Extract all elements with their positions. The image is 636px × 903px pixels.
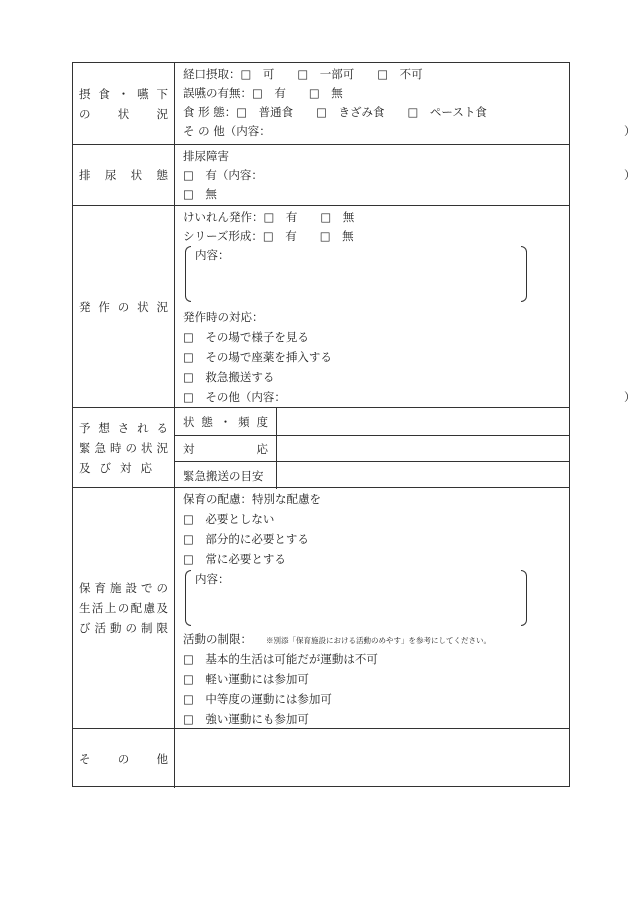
activity-option-strong[interactable]: □ 強い運動にも参加可	[183, 712, 309, 726]
label-char: 時	[110, 440, 122, 455]
label-char: 対	[183, 442, 195, 456]
care-consideration-title: 保育の配慮：特別な配慮を	[183, 492, 321, 506]
label-char: 制	[141, 621, 153, 635]
label-char: 急	[94, 440, 106, 455]
label-other	[73, 729, 175, 788]
label-char: 作	[98, 299, 110, 314]
label-char: 嚥	[137, 86, 149, 101]
label-char: 生	[79, 601, 91, 615]
label-char: 保	[79, 581, 91, 595]
label-char: 態	[156, 168, 168, 182]
response-option-ambulance[interactable]: □ 救急搬送する	[183, 370, 275, 384]
row-other	[73, 728, 569, 788]
label-char: 状	[137, 299, 149, 314]
label-eating-line1	[79, 84, 168, 104]
sublabel-response	[175, 436, 277, 462]
label-char: 限	[156, 621, 168, 635]
label-char: び	[79, 621, 91, 635]
food-form-options[interactable]: 食 形 態：□ 普通食 □ きざみ食 □ ペースト食	[183, 105, 487, 119]
emergency-response-row	[175, 435, 569, 462]
care-option-none[interactable]: □ 必要としない	[183, 512, 275, 526]
care-detail-field[interactable]	[185, 570, 527, 626]
bracket-label: 内容：	[195, 572, 230, 586]
activity-title-text: 活動の制限：	[183, 632, 252, 646]
label-char: 態	[201, 414, 213, 429]
bracket-left	[185, 570, 191, 626]
label-char: 活	[94, 621, 106, 635]
label-char: 状	[183, 414, 195, 429]
label-seizure	[73, 206, 175, 407]
label-emergency	[73, 408, 175, 487]
label-char: 応	[256, 442, 268, 456]
label-char: の	[79, 106, 91, 121]
label-emergency-line1	[79, 418, 168, 438]
label-eating	[73, 63, 175, 144]
content-eating	[175, 63, 636, 144]
label-char: 況	[156, 299, 168, 314]
label-emergency-line3	[79, 458, 168, 478]
label-char: の	[125, 621, 137, 635]
label-char: 配	[130, 601, 143, 615]
label-char: 上	[104, 601, 117, 615]
label-other-line	[79, 749, 168, 769]
label-char: 及	[156, 601, 168, 615]
label-care-line1	[79, 578, 168, 598]
urination-disorder-title: 排尿障害	[183, 149, 229, 163]
label-char: の	[117, 751, 130, 766]
label-char: 慮	[143, 601, 156, 615]
label-char: 他	[156, 751, 168, 766]
bracket-right	[521, 246, 527, 302]
row-excretion	[73, 144, 636, 205]
label-char: 想	[98, 420, 110, 435]
medical-form-table	[72, 62, 636, 787]
label-char: 摂	[79, 86, 91, 101]
label-eating-line2	[79, 104, 168, 124]
activity-option-light[interactable]: □ 軽い運動には参加可	[183, 672, 309, 686]
response-option-other[interactable]: □ その他（内容：	[183, 390, 286, 404]
urination-yes-checkbox[interactable]: □ 有（内容：	[183, 168, 263, 182]
content-emergency	[175, 408, 569, 487]
label-seizure-line	[79, 297, 168, 317]
sublabel-transport-guideline	[175, 462, 277, 489]
label-char: ・	[219, 414, 232, 429]
label-char: 頻	[238, 414, 250, 429]
label-char: る	[156, 420, 168, 435]
label-char: の	[117, 601, 130, 615]
bracket-label: 内容：	[195, 248, 230, 262]
bracket-left	[185, 246, 191, 302]
label-char: 状	[117, 106, 130, 121]
series-formation-options[interactable]: シリーズ形成：□ 有 □ 無	[183, 229, 354, 243]
aspiration-options[interactable]: 誤嚥の有無：□ 有 □ 無	[183, 86, 343, 100]
label-excretion-line	[79, 165, 168, 185]
content-seizure	[175, 206, 636, 407]
label-char: 予	[79, 420, 91, 435]
seizure-detail-field[interactable]	[185, 246, 527, 302]
label-char: 緊	[79, 440, 91, 455]
label-char: 排	[79, 168, 91, 182]
row-emergency	[73, 407, 569, 487]
row-seizure	[73, 205, 636, 407]
label-emergency-line2	[79, 438, 168, 458]
urination-no-checkbox[interactable]: □ 無	[183, 187, 217, 201]
label-char: 動	[110, 621, 122, 635]
label-char: そ	[79, 751, 91, 766]
response-option-suppository[interactable]: □ その場で座薬を挿入する	[183, 350, 332, 364]
label-care-line3	[79, 618, 168, 638]
label-char: ・	[117, 86, 130, 101]
label-char: 活	[91, 601, 104, 615]
activity-option-moderate[interactable]: □ 中等度の運動には参加可	[183, 692, 332, 706]
label-char: 状	[141, 440, 153, 455]
content-care	[175, 488, 569, 728]
label-char: び	[99, 460, 111, 475]
row-care	[73, 487, 569, 728]
label-char: の	[125, 440, 137, 455]
close-paren: ）	[624, 390, 636, 404]
label-care	[73, 488, 175, 728]
label-char: 度	[256, 414, 268, 429]
other-notes-field[interactable]	[175, 729, 569, 788]
label-char: 育	[94, 581, 106, 595]
label-char: さ	[117, 420, 130, 435]
sublabel-state-frequency	[175, 408, 277, 435]
label-excretion	[73, 145, 175, 205]
activity-restriction-title	[183, 630, 491, 648]
close-paren: ）	[624, 124, 636, 138]
label-char: 況	[156, 106, 168, 121]
eating-other-field[interactable]: そ の 他（内容：	[183, 124, 271, 138]
label-char: 下	[156, 86, 168, 101]
label-char: 緊急搬送の目安	[183, 468, 264, 483]
label-char: 尿	[104, 168, 117, 182]
label-care-line2	[79, 598, 168, 618]
care-option-always[interactable]: □ 常に必要とする	[183, 552, 286, 566]
activity-option-no-exercise[interactable]: □ 基本的生活は可能だが運動は不可	[183, 652, 378, 666]
response-option-observe[interactable]: □ その場で様子を見る	[183, 330, 309, 344]
label-char: の	[117, 299, 130, 314]
label-char: 発	[79, 299, 91, 314]
label-char: 状	[130, 168, 143, 182]
label-char: 応	[140, 460, 152, 475]
label-char: 況	[156, 440, 168, 455]
content-excretion	[175, 145, 636, 205]
label-char: の	[156, 581, 168, 595]
activity-note: ※別添「保育施設における活動のめやす」を参考にしてください。	[266, 636, 491, 645]
emergency-transport-row	[175, 461, 569, 489]
care-option-partial[interactable]: □ 部分的に必要とする	[183, 532, 309, 546]
convulsion-options[interactable]: けいれん発作：□ 有 □ 無	[183, 210, 355, 224]
close-paren: ）	[624, 168, 636, 182]
label-char: 対	[120, 460, 132, 475]
oral-intake-options[interactable]: 経口摂取：□ 可 □ 一部可 □ 不可	[183, 67, 423, 81]
label-char: で	[141, 581, 153, 595]
seizure-response-title: 発作時の対応：	[183, 310, 264, 324]
bracket-right	[521, 570, 527, 626]
row-eating	[73, 63, 636, 144]
emergency-state-frequency-row	[175, 408, 569, 435]
label-char: 設	[125, 581, 137, 595]
label-char: 食	[98, 86, 110, 101]
label-char: れ	[137, 420, 149, 435]
label-char: 施	[110, 581, 122, 595]
label-char: 及	[79, 460, 91, 475]
